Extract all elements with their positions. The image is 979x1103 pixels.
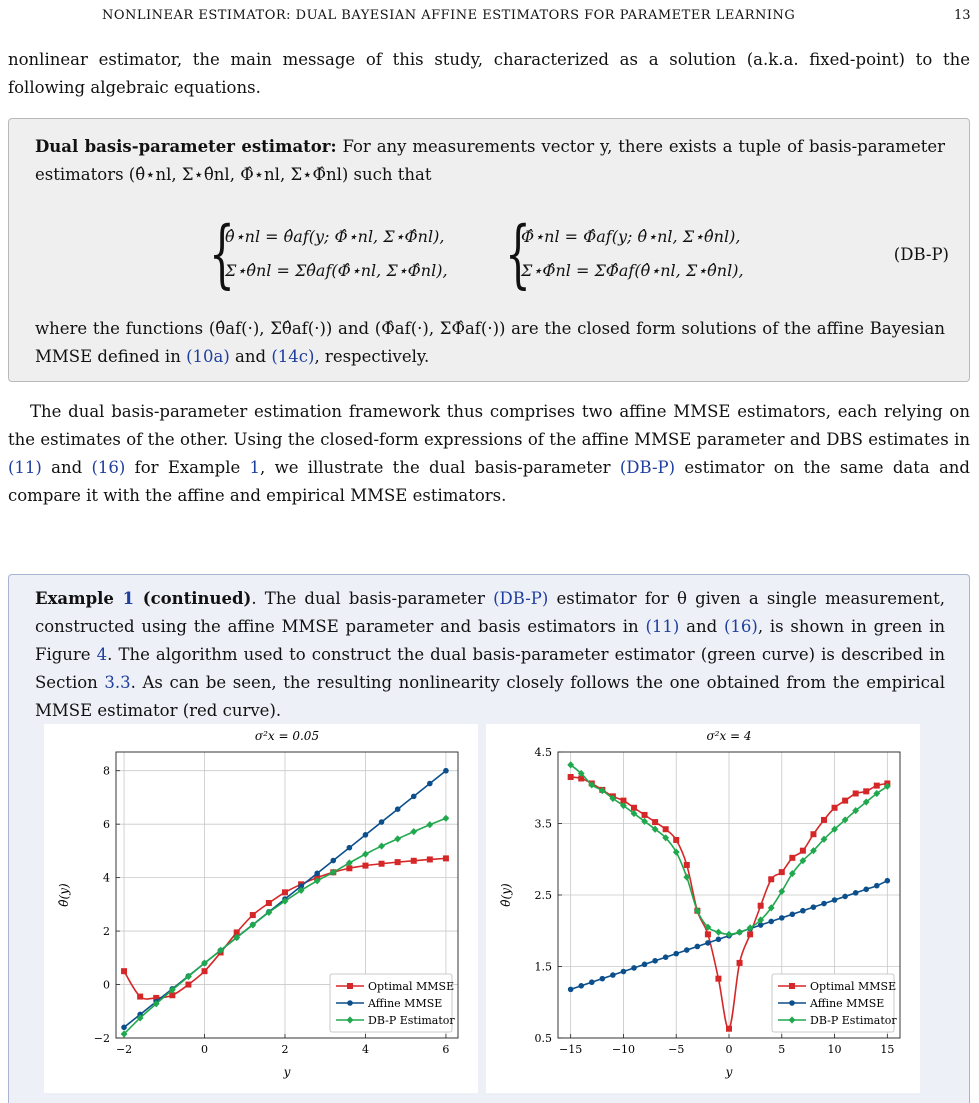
x-tick-label: 15	[880, 1043, 895, 1056]
example-title-a: Example	[35, 589, 123, 608]
legend-label: Optimal MMSE	[368, 980, 455, 993]
data-point	[282, 889, 288, 895]
data-point	[568, 774, 574, 780]
data-point	[185, 982, 191, 988]
legend-label: Optimal MMSE	[810, 980, 897, 993]
data-point	[589, 979, 595, 985]
x-tick-label: −15	[559, 1043, 583, 1056]
chart-right	[486, 724, 920, 1093]
data-point	[266, 900, 272, 906]
data-point	[737, 960, 743, 966]
data-point	[379, 861, 385, 867]
data-point	[250, 912, 256, 918]
example-text-4: , is shown in green in Figure	[35, 617, 945, 664]
data-point	[443, 855, 449, 861]
left-brace: {	[209, 211, 235, 297]
data-point	[842, 798, 848, 804]
equation-block	[209, 211, 949, 297]
data-point	[394, 835, 401, 842]
data-point	[363, 832, 369, 838]
running-title: NONLINEAR ESTIMATOR: DUAL BAYESIAN AFFINE ESTIMATORS FOR PARAMETER LEARNING	[102, 8, 796, 23]
data-point	[642, 962, 648, 968]
data-point	[695, 944, 701, 950]
y-tick-label: 2	[103, 925, 110, 939]
ref-16[interactable]: (16)	[91, 458, 126, 477]
data-point	[600, 976, 606, 982]
example-text-1: . The dual basis-parameter	[251, 589, 494, 608]
body-text-4: , we illustrate the dual basis-parameter	[260, 458, 620, 477]
data-point	[715, 929, 722, 936]
data-point	[715, 976, 721, 982]
data-point	[642, 812, 648, 818]
definition-statement	[35, 133, 945, 189]
legend-marker	[789, 983, 795, 989]
x-axis-label: y	[283, 1065, 291, 1079]
x-tick-label: −5	[668, 1043, 685, 1056]
data-point	[378, 842, 385, 849]
data-point	[427, 856, 433, 862]
y-axis-label: θ̂(y)	[499, 883, 513, 907]
y-tick-label: 4	[103, 871, 110, 885]
data-point	[747, 931, 753, 937]
y-tick-label: 8	[103, 764, 110, 778]
x-tick-label: 5	[778, 1043, 786, 1056]
data-point	[885, 878, 891, 884]
data-point	[874, 783, 880, 789]
chart-left	[44, 724, 478, 1093]
data-point	[673, 951, 679, 957]
data-point	[443, 815, 450, 822]
data-point	[347, 845, 353, 851]
equation-right-1: Φ̂⋆nl = Φ̂af(y; θ̂⋆nl, Σ⋆θ̂nl),	[521, 227, 741, 246]
data-point	[121, 968, 127, 974]
data-point	[853, 890, 859, 896]
definition-after-text-3: , respectively.	[314, 347, 430, 366]
data-point	[427, 781, 433, 787]
definition-text: For any measurements vector y, there exists a tuple of basis-parameter estimators (θ̂⋆nl, Σ⋆θ̂nl, Φ̂⋆nl, Σ⋆Φ̂nl) such that	[35, 137, 946, 184]
chart-title: σ²x = 0.05	[254, 729, 320, 743]
body-text	[8, 398, 970, 510]
y-tick-label: 2.5	[534, 889, 552, 902]
ref-section-3-3[interactable]: 3.3	[104, 673, 131, 692]
data-point	[800, 908, 806, 914]
ref-14c[interactable]: (14c)	[271, 347, 315, 366]
data-point	[768, 919, 774, 925]
y-axis-label: θ̂(y)	[57, 883, 71, 907]
y-tick-label: 4.5	[534, 746, 552, 759]
data-point	[684, 862, 690, 868]
data-point	[811, 904, 817, 910]
data-point	[758, 903, 764, 909]
x-tick-label: 6	[442, 1043, 450, 1056]
y-tick-label: −2	[93, 1032, 110, 1045]
ref-figure-4[interactable]: 4	[96, 645, 108, 664]
data-point	[663, 826, 669, 832]
equation-tag: (DB-P)	[893, 245, 949, 264]
data-point	[832, 897, 838, 903]
data-point	[652, 958, 658, 964]
data-point	[362, 863, 368, 869]
y-tick-label: 1.5	[534, 960, 552, 974]
body-text-3: for Example	[125, 458, 250, 477]
data-point	[330, 858, 336, 864]
ref-example-1b[interactable]: 1	[122, 589, 135, 608]
data-point	[121, 1025, 127, 1031]
ref-11b[interactable]: (11)	[645, 617, 680, 636]
data-point	[874, 883, 880, 889]
data-point	[395, 859, 401, 865]
data-point	[747, 924, 754, 931]
y-tick-label: 3.5	[534, 817, 552, 831]
x-tick-label: −2	[115, 1043, 133, 1056]
right-brace: {	[505, 211, 531, 297]
chart-title: σ²x = 4	[706, 729, 752, 743]
x-axis-label: y	[725, 1065, 733, 1079]
ref-11[interactable]: (11)	[8, 458, 42, 477]
body-text-5: estimator on the same data and compare it with the affine and empirical MMSE estimators.	[8, 458, 970, 505]
data-point	[789, 855, 795, 861]
legend	[330, 974, 455, 1032]
ref-10a[interactable]: (10a)	[186, 347, 230, 366]
data-point	[684, 947, 690, 953]
example-title	[35, 589, 251, 608]
y-tick-label: 0.5	[534, 1032, 552, 1045]
legend-marker	[347, 1000, 353, 1006]
data-point	[362, 851, 369, 858]
data-point	[863, 788, 869, 794]
data-point	[790, 912, 796, 918]
ref-dbp[interactable]: (DB-P)	[619, 458, 676, 477]
data-point	[736, 929, 743, 936]
ref-dbp-2[interactable]: (DB-P)	[493, 589, 549, 608]
data-point	[202, 968, 208, 974]
x-tick-label: 4	[361, 1043, 369, 1056]
data-point	[410, 828, 417, 835]
equation-group-left	[209, 211, 469, 297]
legend	[772, 974, 897, 1032]
definition-title: Dual basis-parameter estimator:	[35, 137, 337, 156]
data-point	[821, 901, 827, 907]
legend-label: DB-P Estimator	[368, 1014, 455, 1027]
data-point	[631, 805, 637, 811]
equation-right-2: Σ⋆Φ̂nl = ΣΦ̂af(θ̂⋆nl, Σ⋆θ̂nl),	[521, 261, 744, 280]
data-point	[705, 931, 711, 937]
x-tick-label: −10	[611, 1043, 636, 1056]
data-point	[800, 848, 806, 854]
data-point	[853, 790, 859, 796]
example-text-3: and	[679, 617, 724, 636]
definition-after-text-2: and	[229, 347, 272, 366]
equation-left-2: Σ⋆θ̂nl = Σθ̂af(Φ̂⋆nl, Σ⋆Φ̂nl),	[225, 261, 448, 280]
data-point	[821, 817, 827, 823]
x-tick-label: 0	[725, 1043, 733, 1056]
body-text-2: and	[41, 458, 92, 477]
example-text	[35, 585, 945, 725]
data-point	[842, 894, 848, 900]
definition-after	[35, 315, 945, 371]
data-point	[652, 819, 658, 825]
example-text-2: estimator for θ given a single measurement, constructed using the affine MMSE parameter and basis estimators in	[35, 589, 945, 636]
data-point	[443, 768, 449, 774]
equation-group-right	[505, 211, 765, 297]
data-point	[314, 871, 320, 877]
definition-after-text-1: where the functions (θ̂af(·), Σθ̂af(·)) and (Φ̂af(·), ΣΦ̂af(·)) are the closed form solutions of the affine Bayesian MMSE defined in	[35, 319, 945, 366]
data-point	[779, 915, 785, 921]
x-tick-label: 0	[201, 1043, 209, 1056]
data-point	[768, 876, 774, 882]
example-title-b: (continued)	[134, 589, 252, 608]
data-point	[411, 794, 417, 800]
data-point	[779, 869, 785, 875]
data-point	[395, 806, 401, 812]
equation-left-1: θ̂⋆nl = θ̂af(y; Φ̂⋆nl, Σ⋆Φ̂nl),	[225, 227, 445, 246]
ref-16b[interactable]: (16)	[723, 617, 758, 636]
page-number: 13	[954, 8, 971, 23]
data-point	[663, 954, 669, 960]
data-point	[137, 994, 143, 1000]
data-point	[716, 937, 722, 943]
data-point	[673, 837, 679, 843]
intro-text: nonlinear estimator, the main message of this study, characterized as a solution (a.k.a. fixed-point) to the following algebraic equations.	[8, 50, 970, 97]
data-point	[621, 969, 627, 975]
data-point	[578, 983, 584, 989]
legend-marker	[347, 983, 353, 989]
data-point	[631, 965, 637, 971]
page-header	[0, 8, 979, 28]
data-point	[610, 972, 616, 978]
example-text-6: . As can be seen, the resulting nonlinearity closely follows the one obtained from the empirical MMSE estimator (red curve).	[35, 673, 945, 720]
body-text-1: The dual basis-parameter estimation framework thus comprises two affine MMSE estimators, each relying on the estimates of the other. Using the closed-form expressions of the affine MMSE parameter and DBS estimates in	[8, 402, 970, 449]
data-point	[426, 821, 433, 828]
legend-marker	[789, 1000, 795, 1006]
data-point	[810, 831, 816, 837]
legend-label: DB-P Estimator	[810, 1014, 897, 1027]
data-point	[863, 886, 869, 892]
legend-label: Affine MMSE	[810, 997, 885, 1010]
data-point	[705, 940, 711, 946]
body-paragraph	[8, 398, 970, 510]
data-point	[832, 805, 838, 811]
x-tick-label: 2	[281, 1043, 289, 1056]
ref-example-1[interactable]: 1	[249, 458, 261, 477]
legend-label: Affine MMSE	[368, 997, 443, 1010]
data-point	[411, 858, 417, 864]
data-point	[726, 1026, 732, 1032]
y-tick-label: 0	[103, 978, 110, 992]
x-tick-label: 10	[827, 1043, 842, 1056]
intro-paragraph	[8, 46, 970, 102]
data-point	[379, 819, 385, 825]
y-tick-label: 6	[103, 818, 110, 832]
example-text-5: . The algorithm used to construct the dual basis-parameter estimator (green curve) is described in Section	[35, 645, 946, 692]
data-point	[568, 987, 574, 993]
definition-box	[8, 118, 970, 382]
